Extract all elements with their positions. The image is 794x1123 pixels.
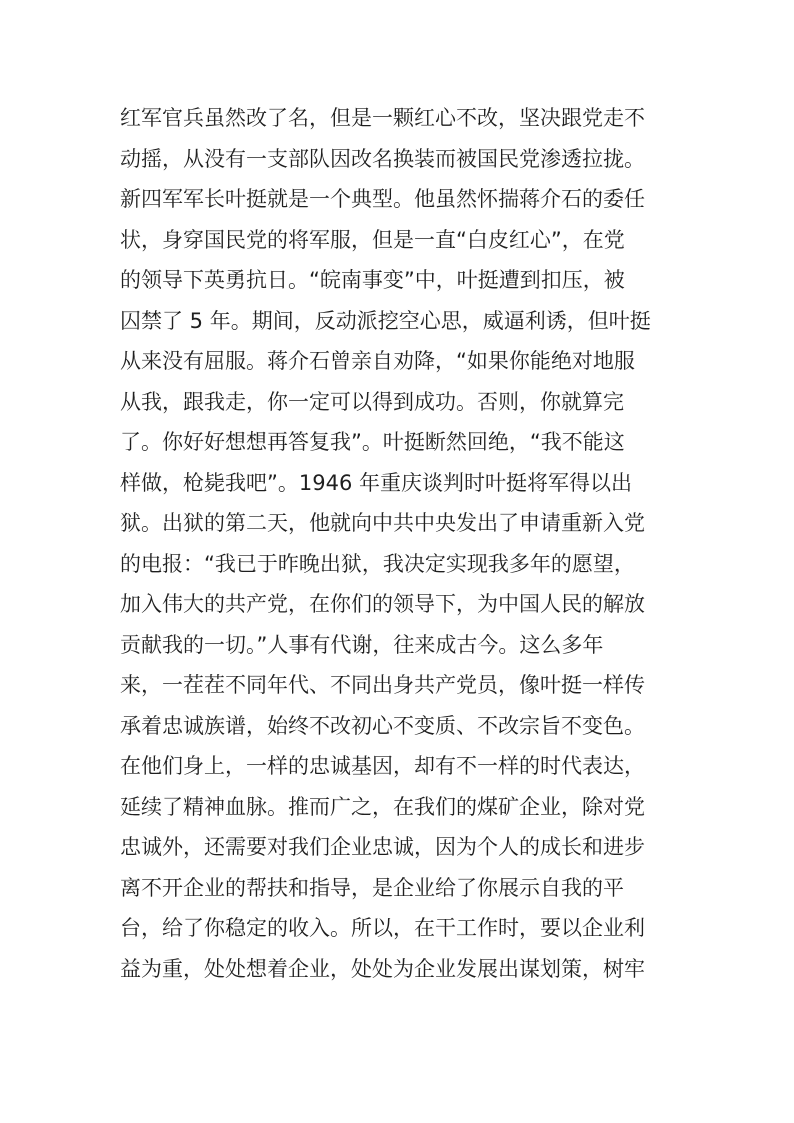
text-line: 状，身穿国民党的将军服，但是一直“白皮红心”，在党	[120, 227, 625, 252]
text-line: 的电报：“我已于昨晚出狱，我决定实现我多年的愿望，	[120, 551, 635, 576]
text-line: 从我，跟我走，你一定可以得到成功。否则，你就算完	[120, 389, 624, 414]
text-line: 台，给了你稳定的收入。所以，在干工作时，要以企业利	[120, 916, 645, 940]
text-line: 样做，枪毙我吧”。1946 年重庆谈判时叶挺将军得以出	[120, 470, 632, 495]
text-line: 囚禁了 5 年。期间，反动派挖空心思，威逼利诱，但叶挺	[120, 308, 651, 333]
text-line: 贡献我的一切。”人事有代谢，往来成古今。这么多年	[120, 632, 604, 657]
text-line: 益为重，处处想着企业，处处为企业发展出谋划策，树牢	[120, 956, 645, 981]
text-line: 从来没有屈服。蒋介石曾亲自劝降，“如果你能绝对地服	[120, 349, 635, 373]
body-text	[120, 98, 665, 989]
text-line: 在他们身上，一样的忠诚基因，却有不一样的时代表达，	[120, 754, 645, 778]
text-line: 离不开企业的帮扶和指导，是企业给了你展示自我的平	[120, 875, 624, 900]
text-line: 来，一茬茬不同年代、不同出身共产党员，像叶挺一样传	[120, 673, 645, 697]
text-line: 红军官兵虽然改了名，但是一颗红心不改，坚决跟党走不	[120, 106, 645, 130]
text-line: 忠诚外，还需要对我们企业忠诚，因为个人的成长和进步	[120, 835, 645, 859]
text-line: 加入伟大的共产党，在你们的领导下，为中国人民的解放	[120, 592, 645, 616]
text-line: 了。你好好想想再答复我”。叶挺断然回绝，“我不能这	[120, 430, 625, 454]
text-line: 狱。出狱的第二天，他就向中共中央发出了申请重新入党	[120, 511, 645, 535]
text-line: 动摇，从没有一支部队因改名换装而被国民党渗透拉拢。	[120, 146, 645, 171]
text-line: 的领导下英勇抗日。“皖南事变”中，叶挺遭到扣压，被	[120, 268, 625, 292]
text-line: 延续了精神血脉。推而广之，在我们的煤矿企业，除对党	[120, 794, 645, 819]
text-line: 承着忠诚族谱，始终不改初心不变质、不改宗旨不变色。	[120, 713, 645, 738]
text-line: 新四军军长叶挺就是一个典型。他虽然怀揣蒋介石的委任	[120, 187, 645, 211]
